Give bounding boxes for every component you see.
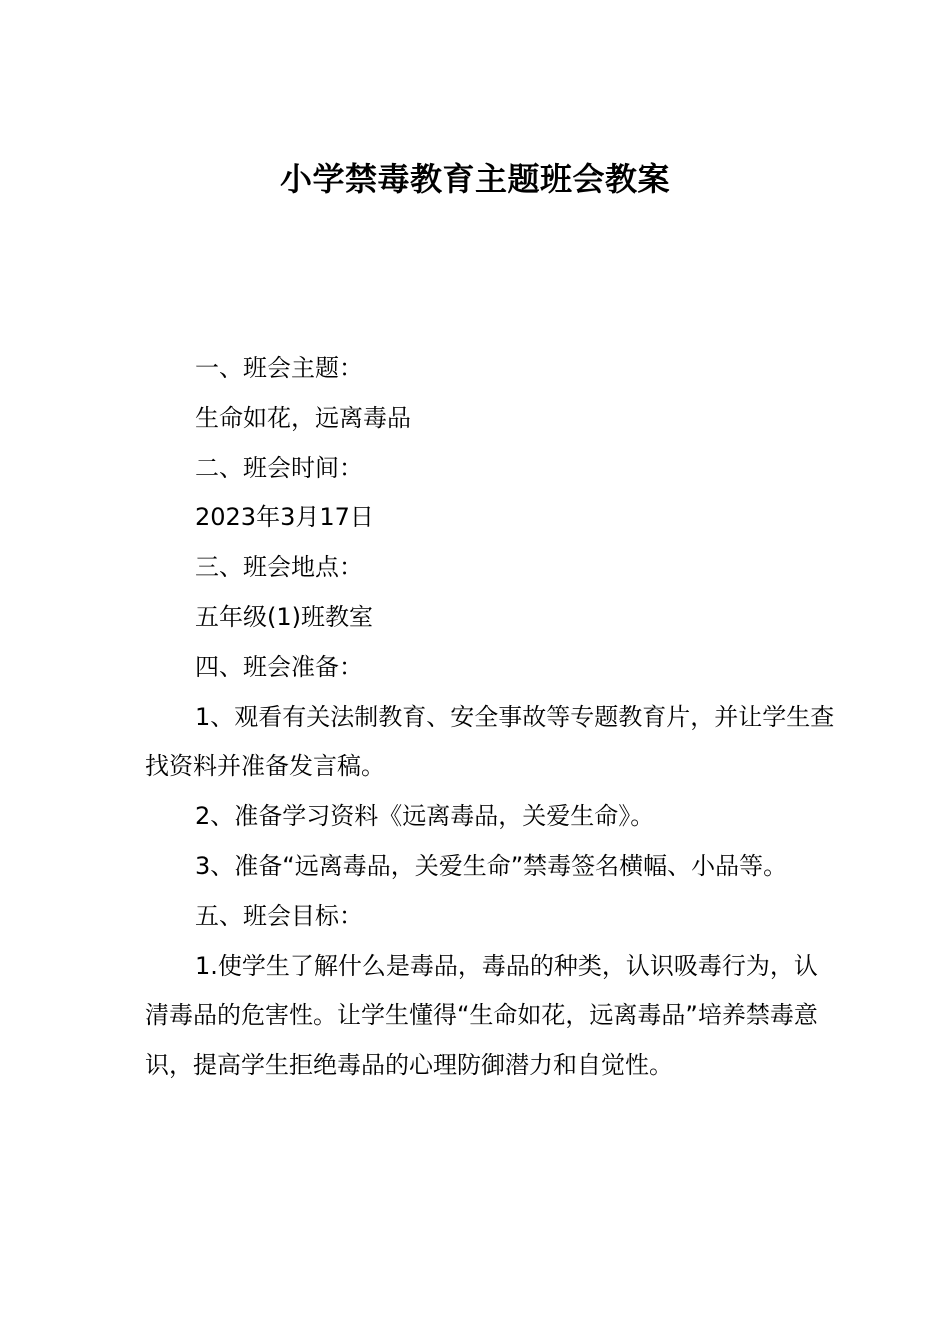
- section-heading-theme: 一、班会主题：: [195, 354, 363, 382]
- time-text: 2023年3月17日: [195, 503, 374, 532]
- section-heading-time: 二、班会时间：: [195, 453, 363, 482]
- preparation-item-3: 3、准备“远离毒品，关爱生命”禁毒签名横幅、小品等。: [195, 851, 788, 880]
- preparation-item-1: 1、观看有关法制教育、安全事故等专题教育片，并让学生查找资料并准备发言稿。: [145, 702, 835, 781]
- goal-item-1: 1.使学生了解什么是毒品，毒品的种类，认识吸毒行为，认清毒品的危害性。让学生懂得“生命如花，远离毒品”培养禁毒意识，提高学生拒绝毒品的心理防御潜力和自觉性。: [145, 951, 818, 1080]
- document-body: [145, 344, 835, 1091]
- section-heading-goals: 五、班会目标：: [195, 901, 363, 930]
- document-title: 小学禁毒教育主题班会教案: [279, 160, 670, 198]
- theme-text: 生命如花，远离毒品: [195, 403, 411, 432]
- section-heading-location: 三、班会地点：: [195, 553, 363, 582]
- section-heading-preparation: 四、班会准备：: [195, 652, 363, 681]
- preparation-item-2: 2、准备学习资料《远离毒品，关爱生命》。: [195, 802, 655, 831]
- location-text: 五年级(1)班教室: [195, 602, 373, 631]
